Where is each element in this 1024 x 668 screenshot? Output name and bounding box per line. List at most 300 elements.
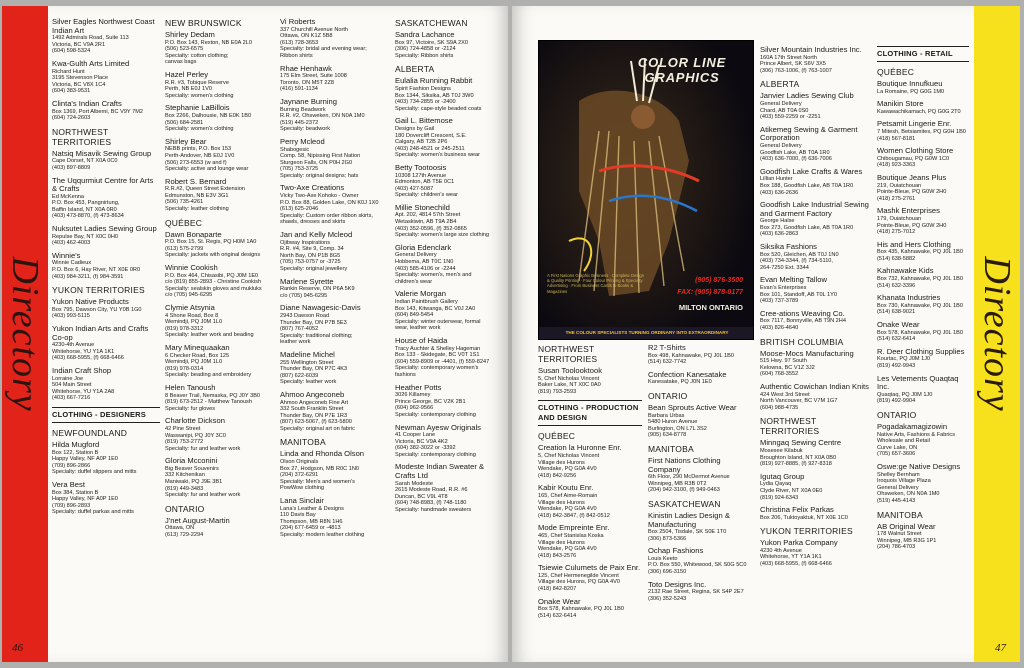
entry-name: Kinistin Ladies Design & Manufacturing — [648, 510, 730, 529]
entry-detail: (418) 567-8181 — [877, 135, 916, 142]
directory-entry — [760, 276, 872, 304]
entry-detail: Kourtac, PQ J0M 1J0 — [877, 356, 931, 363]
entry-detail: Lydia Qayaq — [760, 481, 792, 488]
directory-entry — [538, 524, 642, 559]
entry-detail: Burning Beadwork — [280, 106, 326, 113]
entry-detail: 42 Pine Street — [165, 425, 201, 432]
entry-name: Sandra Lachance — [395, 30, 455, 39]
entry-detail: 255 Wellington Street — [280, 359, 334, 366]
entry-detail: 2132 Rae Street, Regina, SK S4P 2E7 — [648, 589, 744, 596]
entry-detail: Specialty: beading and embroidery — [165, 372, 252, 379]
entry-detail: (514) 632-7742 — [648, 359, 687, 366]
entry-detail: Big Beaver Souvenirs — [165, 465, 219, 472]
entry-name: Betty Tootoosis — [395, 162, 447, 172]
directory-entry — [395, 31, 505, 59]
entry-detail: (418) 275-2761 — [877, 195, 916, 202]
entry-detail: (604) 559-8909 or -4401, (f) 559-8247 — [395, 358, 490, 365]
entry-detail: R.R. #2, Ohsweken, ON N0A 1M0 — [280, 113, 365, 120]
entry-detail: 4230-4th Avenue — [52, 342, 95, 349]
entry-detail: (819) 978-3312 — [165, 325, 204, 332]
directory-entry — [877, 120, 969, 142]
entry-name: Authentic Cowichan Indian Knits — [760, 381, 869, 391]
region-heading: ALBERTA — [395, 64, 435, 75]
entry-name: Minngaq Sewing Centre — [760, 438, 842, 448]
directory-column — [52, 18, 160, 521]
entry-detail: 6th Floor, 290 McDermot Avenue — [648, 474, 730, 481]
entry-detail: Lillian Hunter — [760, 176, 793, 183]
entry-detail: Specialty: cotton clothing; — [165, 52, 229, 59]
directory-entry — [280, 391, 390, 433]
entry-detail: Box 273, Goodfish Lake, AB T0A 1R0 — [760, 224, 854, 231]
directory-entry — [395, 384, 505, 419]
entry-detail: (403) 636-2863 — [760, 231, 799, 238]
region-heading: NORTHWEST TERRITORIES — [52, 126, 112, 147]
entry-detail: 465, Chef Stanislas Koska — [538, 532, 604, 539]
entry-detail: (403) 559-2259 or -2251 — [760, 114, 821, 121]
directory-entry — [877, 423, 969, 458]
directory-entry — [280, 138, 390, 180]
entry-detail: (506) 684-2581 — [165, 119, 204, 126]
entry-detail: 41 Cooper Lane — [395, 432, 436, 439]
region-heading: MANITOBA — [648, 443, 694, 454]
entry-detail: Village des Hurons, PQ G0A 4V0 — [538, 579, 620, 586]
directory-entry — [52, 225, 160, 247]
entry-detail: Specialty: women's clothing — [165, 126, 234, 133]
entry-detail: Specialty: cape-style beaded coats — [395, 105, 482, 112]
directory-column — [760, 46, 872, 573]
entry-detail: Rankin Reserve, ON P6A 5K9 — [280, 286, 355, 293]
directory-entry — [760, 350, 872, 378]
entry-name: Linda and Rhonda Olson — [280, 449, 365, 459]
region-heading: ONTARIO — [165, 503, 205, 514]
directory-entry — [165, 417, 275, 452]
entry-detail: (418) 842-8207 — [538, 586, 577, 593]
entry-detail: General Delivery — [877, 484, 919, 491]
entry-detail: Winnie Cadieux — [52, 260, 92, 267]
directory-entry — [877, 294, 969, 316]
entry-name: Cree-ations Weaving Co. — [760, 308, 845, 318]
entry-detail: (709) 896-2866 — [52, 462, 91, 469]
entry-detail: Wholesale and Retail — [877, 438, 930, 445]
entry-name: AB Original Wear — [877, 521, 936, 531]
directory-entry — [538, 367, 642, 395]
entry-name: Helen Tanoush — [165, 382, 216, 392]
entry-detail: (403) 462-4003 — [52, 240, 91, 247]
directory-entry — [877, 523, 969, 551]
directory-entry — [165, 138, 275, 173]
directory-entry — [52, 367, 160, 402]
entry-detail: (514) 632-3396 — [877, 282, 916, 289]
entry-detail: (604) 383-9531 — [52, 88, 91, 95]
directory-entry — [538, 484, 642, 519]
entry-detail: Wendake, PQ G0A 4V0 — [538, 466, 597, 473]
entry-detail: Specialty: active and lounge wear — [165, 166, 249, 173]
entry-detail: (403) 352-0596, (f) 352-0865 — [395, 225, 467, 232]
entry-detail: 504 Main Street — [52, 382, 92, 389]
entry-name: Petsamit Lingerie Enr. — [877, 119, 952, 129]
entry-detail: (604) 768-3552 — [760, 371, 799, 378]
entry-detail: P.O. Box 453, Pangnirtung, — [52, 200, 120, 207]
page-number: 46 — [12, 642, 23, 654]
entry-detail: Duncan, BC V9L 4T8 — [395, 493, 448, 500]
directory-entry — [760, 506, 872, 521]
region-heading: YUKON TERRITORIES — [760, 526, 853, 537]
entry-name: Yukon Parka Company — [760, 538, 838, 548]
entry-name: Confection Kanesatake — [648, 369, 727, 379]
entry-detail: Specialty: Men's and women's — [280, 478, 355, 485]
entry-name: Madeline Michel — [280, 349, 335, 359]
directory-entry — [760, 539, 872, 567]
entry-detail: (403) 636-2636 — [760, 189, 799, 196]
directory-entry — [395, 164, 505, 199]
entry-detail: c/o (705) 945-6295 — [280, 292, 328, 299]
directory-entry — [760, 126, 872, 163]
entry-detail: (613) 575-2799 — [165, 245, 204, 252]
entry-name: Lana Sinclair — [280, 496, 324, 506]
entry-detail: Wemindji, PQ J0M 1L0 — [165, 319, 223, 326]
entry-detail: Specialty: modern leather clothing — [280, 532, 365, 538]
entry-detail: c/o (819) 855-2893 - Christine Cookish — [165, 279, 262, 286]
entry-detail: Repulse Bay, NT X0C 0H0 — [52, 233, 119, 240]
directory-entry — [760, 383, 872, 411]
entry-detail: Hobbema, AB T0C 1N0 — [395, 259, 454, 266]
directory-entry — [280, 98, 390, 133]
directory-entry — [395, 244, 505, 286]
entry-name: Natsiq Misavik Sewing Group — [52, 148, 152, 158]
directory-entry — [395, 290, 505, 332]
entry-detail: Wemindji, PQ J0M 1L0 — [165, 359, 223, 366]
region-heading: NORTHWEST TERRITORIES — [538, 344, 598, 364]
entry-detail: Specialty: leather clothing — [165, 206, 229, 213]
entry-detail: Specialty: fur gloves — [165, 405, 216, 412]
entry-name: The Uqqurmiut Centre for Arts & Crafts — [52, 175, 154, 194]
entry-name: Mashk Enterprises — [877, 206, 940, 216]
entry-detail: Specialty: women's clothing — [165, 92, 234, 99]
entry-name: Kabir Koutu Enr. — [538, 483, 594, 493]
directory-entry — [52, 325, 160, 362]
entry-detail: 5480 Huron Avenue — [648, 419, 698, 426]
entry-detail: shawls, dresses and skirts — [280, 219, 346, 226]
entry-detail: (506) 273-6553 (w and f) — [165, 159, 227, 166]
entry-detail: Box 578, Kahnawake, PQ J0L 1B0 — [877, 329, 963, 336]
entry-detail: P.O. Box 464, Chisasibi, PQ J0M 1E0 — [165, 272, 259, 279]
entry-detail: Wendake, PQ G0A 4V0 — [538, 546, 597, 553]
entry-name: Modeste Indian Sweater & Crafts Ltd — [395, 462, 485, 481]
entry-detail: Native Arts, Fashions & Fabrics — [877, 431, 956, 438]
entry-detail: (604) 598-5324 — [52, 48, 91, 55]
entry-detail: Specialty: original art on fabric — [280, 425, 355, 432]
entry-name: Janvier Ladies Sewing Club — [760, 91, 854, 101]
entry-detail: Specialty: handmade sweaters — [395, 507, 472, 514]
entry-detail: Box 732, Kahnawake, PQ J0L 1B0 — [877, 276, 963, 283]
entry-detail: Specialty: bridal and evening wear; — [280, 46, 367, 53]
entry-name: Khanata Industries — [877, 293, 941, 303]
entry-detail: Specialty: fur and leather work — [165, 445, 241, 452]
entry-detail: Specialty: women's large size clothing — [395, 232, 490, 239]
entry-detail: Perth, NB E0J 1V0 — [165, 86, 212, 93]
entry-detail: (819) 924-6343 — [760, 494, 799, 501]
entry-detail: Evan's Enterprises — [760, 285, 807, 292]
entry-detail: Comp. 58, Nipissing First Nation — [280, 153, 361, 160]
entry-detail: North Vancouver, BC V7M 1G7 — [760, 398, 838, 405]
entry-detail: Thunder Bay, ON P7C 4K3 — [280, 366, 348, 373]
entry-detail: 337 Churchill Avenue North — [280, 26, 348, 33]
entry-detail: (604) 724-2603 — [52, 115, 91, 122]
directory-entry — [395, 204, 505, 239]
entry-name: Toto Designs Inc. — [648, 579, 707, 589]
entry-detail: (403) 248-4521 or 245-2511 — [395, 145, 465, 152]
entry-detail: (403) 667-7216 — [52, 395, 91, 402]
entry-detail: (506) 735-4261 — [165, 199, 204, 206]
entry-name: Yukon Indian Arts and Crafts Co-op — [52, 324, 149, 342]
section-heading: CLOTHING - PRODUCTION AND DESIGN — [538, 400, 642, 426]
entry-name: R. Deer Clothing Supplies — [877, 346, 965, 356]
directory-entry — [538, 598, 642, 620]
entry-detail: Sarah Modeste — [395, 480, 433, 487]
directory-entry — [877, 267, 969, 289]
directory-entry — [280, 304, 390, 346]
directory-entry — [52, 60, 160, 95]
entry-detail: Burlington, ON L7L 3S2 — [648, 425, 707, 432]
entry-detail: (705) 753-0757 or -3725 — [280, 259, 341, 266]
entry-name: Marlene Syrette — [280, 276, 334, 286]
entry-name: Perry Mcleod — [280, 136, 325, 146]
directory-entry — [395, 463, 505, 513]
entry-detail: Richard Hunt — [52, 68, 85, 75]
ad-footer-banner: THE COLOUR SPECIALISTS TURNING ORDINARY INTO EXTRAORDINARY — [539, 327, 754, 339]
entry-detail: Specialty: fur and leather work — [165, 492, 241, 499]
directory-entry — [165, 344, 275, 379]
entry-detail: (807) 623-5067, (f) 623-5800 — [280, 419, 352, 426]
directory-entry — [538, 444, 642, 479]
entry-detail: (604) 849-5454 — [395, 312, 434, 319]
entry-detail: Perth-Andover, NB E0J 1V0 — [165, 152, 235, 159]
entry-detail: Kelowna, BC V1Z 3J2 — [760, 364, 815, 371]
entry-detail: Specialty: beadwork — [280, 126, 331, 133]
entry-detail: Lana's Leather & Designs — [280, 505, 344, 512]
entry-detail: (204) 786-4703 — [877, 544, 916, 551]
entry-detail: 2615 Modeste Road, R.R. #6 — [395, 487, 468, 494]
region-heading: ALBERTA — [760, 79, 800, 90]
entry-detail: (418) 842-3847, (f) 842-0512 — [538, 512, 610, 519]
entry-detail: Specialty: original jewellery — [280, 266, 348, 272]
entry-detail: Thunder Bay, ON P7B 5E3 — [280, 319, 347, 326]
directory-entry — [760, 201, 872, 238]
ad-description: A First Nations Graphic Business · Complete Design & Quality Printing · Four Colour Printing & Specialty Advertising · From Business Cards to Books & Magazines — [547, 273, 645, 294]
entry-detail: Sturgeon Falls, ON P0H 2G0 — [280, 159, 353, 166]
entry-name: Shirley Dedam — [165, 30, 215, 39]
entry-name: Jaynane Burning — [280, 96, 337, 106]
entry-name: Diane Nawagesic-Davis — [280, 303, 361, 313]
entry-detail: General Delivery — [395, 252, 437, 259]
directory-entry — [648, 547, 754, 575]
entry-detail: Baffin Island, NT X0A 0R0 — [52, 206, 117, 213]
entry-name: Ochap Fashions — [648, 546, 704, 556]
entry-detail: NEBB prints, P.O. Box 153 — [165, 146, 232, 153]
entry-detail: Vicky Two-Axe Kohoko - Owner — [280, 193, 359, 200]
entry-detail: Box 1344, Siksika, AB T0J 3W0 — [395, 92, 474, 99]
entry-detail: Quaqtaq, PQ J0M 1J0 — [877, 391, 933, 398]
directory-entry — [648, 404, 754, 439]
entry-detail: (204) 677-6459 or -4813 — [280, 525, 341, 532]
region-heading: NEWFOUNDLAND — [52, 427, 128, 438]
entry-detail: Box 27, Hodgson, MB R0C 1N0 — [280, 465, 359, 472]
directory-entry — [395, 337, 505, 379]
entry-detail: (819) 927-8885, (f) 927-8318 — [760, 461, 832, 468]
entry-detail: Mosesee Kilabuk — [760, 447, 803, 454]
entry-detail: (418) 275-7012 — [877, 229, 916, 236]
entry-name: Siksika Fashions — [760, 242, 817, 252]
directory-entry — [280, 231, 390, 273]
directory-entry — [52, 18, 160, 55]
entry-detail: Chibougamau, PQ G0W 1C0 — [877, 155, 950, 162]
entry-name: Jan and Kelly Mcleod — [280, 230, 353, 240]
entry-detail: c/o (705) 945-6295 — [165, 292, 213, 299]
entry-detail: Maniwaki, PQ J9E 3B1 — [165, 479, 223, 486]
entry-detail: (604) 382-3022 or -3392 — [395, 445, 456, 452]
entry-detail: (306) 352-5243 — [648, 595, 687, 602]
entry-detail: wear, leather work — [395, 325, 441, 332]
entry-detail: Specialty: Ribbon shirts — [395, 52, 454, 59]
ad-fax: FAX: (905) 878-0177 — [677, 289, 743, 296]
section-heading: CLOTHING - RETAIL — [877, 46, 969, 62]
entry-detail: Specialty: women's, men's and — [395, 272, 472, 279]
entry-detail: (819) 492-9904 — [877, 398, 916, 405]
entry-detail: R.R.#2, Queen Street Extension — [165, 186, 245, 193]
directory-column — [538, 344, 642, 624]
entry-detail: Chard, AB T0A 0S0 — [760, 107, 809, 114]
entry-detail: (819) 793-2593 — [538, 388, 577, 395]
entry-detail: Ohsweken, ON N0A 1M0 — [877, 491, 940, 498]
directory-tab-yellow — [974, 6, 1020, 662]
entry-detail: Specialty: jackets with original designs — [165, 252, 261, 259]
entry-name: Winnie Cookish — [165, 263, 218, 273]
directory-entry — [52, 177, 160, 221]
entry-name: Kwa-Gulth Arts Limited — [52, 58, 130, 68]
entry-detail: Edmonton, AB T5E 0C1 — [395, 179, 455, 186]
entry-detail: 515 Hwy. 97 South — [760, 358, 807, 365]
entry-detail: Victoria, BC V8X 1C4 — [52, 81, 106, 88]
entry-name: Nuksutet Ladies Sewing Group — [52, 224, 157, 234]
entry-detail: 332 Kitchenikan — [165, 472, 205, 479]
directory-entry — [52, 298, 160, 320]
directory-column — [395, 18, 505, 519]
entry-detail: Ribbon shirts — [280, 52, 313, 59]
entry-name: Millie Stonechild — [395, 202, 450, 212]
entry-detail: (403) 737-3789 — [760, 298, 799, 305]
region-heading: ONTARIO — [877, 409, 917, 420]
entry-detail: (613) 625-2046 — [280, 206, 319, 213]
entry-detail: (807) 767-4052 — [280, 326, 319, 333]
entry-detail: 179, Ouiatchouan — [877, 215, 922, 222]
region-heading: MANITOBA — [280, 437, 326, 448]
entry-name: His and Hers Clothing — [877, 239, 951, 249]
entry-detail: Specialty: leather work — [280, 379, 337, 386]
entry-detail: La Romaine, PQ G0G 1M0 — [877, 88, 945, 95]
entry-name: Heather Potts — [395, 382, 442, 392]
entry-detail: Specialty: sealskin gloves and mukluks — [165, 285, 262, 292]
entry-name: Newman Ayesw Originals — [395, 422, 481, 432]
entry-name: R2 T-Shirts — [648, 343, 686, 352]
entry-detail: Ahmoo Angeconeb Fine Art — [280, 399, 349, 406]
entry-name: Susan Toolooktook — [538, 366, 603, 375]
entry-detail: canvas bags — [165, 59, 197, 66]
entry-detail: Lorraine Joe — [52, 375, 84, 382]
entry-detail: Shabogesic — [280, 146, 310, 153]
entry-detail: 4230 4th Avenue — [760, 547, 802, 554]
entry-detail: Victoria, BC V9A 4K2 — [395, 438, 448, 445]
entry-name: Kahnawake Kids — [877, 266, 934, 276]
entry-detail: Pointe-Bleue, PQ G0W 2H0 — [877, 222, 947, 229]
entry-name: Atikemeg Sewing & Garment Corporation — [760, 124, 858, 143]
entry-detail: (306) 696-3150 — [648, 569, 687, 576]
directory-entry — [760, 168, 872, 196]
directory-entry — [760, 473, 872, 501]
entry-name: Yukon Native Products — [52, 297, 129, 307]
entry-detail: (506) 523-6575 — [165, 46, 204, 53]
tab-label: Directory — [4, 256, 46, 412]
entry-detail: PowWow clothing — [280, 485, 325, 492]
region-heading: MANITOBA — [877, 509, 923, 520]
directory-column — [165, 18, 275, 544]
entry-detail: Broughton Island, NT X0A 0B0 — [760, 454, 837, 461]
entry-detail: (403) 585-4106 or -2244 — [395, 265, 456, 272]
directory-entry — [877, 375, 969, 405]
entry-detail: (514) 638-5882 — [877, 255, 916, 262]
entry-detail: R.R. #3, Tobique Reserve — [165, 79, 229, 86]
directory-entry — [877, 147, 969, 169]
ad-title: COLOR LINE GRAPHICS — [637, 55, 727, 85]
directory-entry — [165, 517, 275, 539]
directory-entry — [52, 441, 160, 476]
entry-name: Shirley Bear — [165, 136, 207, 146]
entry-detail: Box 730, Kahnawake, PQ J0L 1B0 — [877, 302, 963, 309]
entry-name: Tsiewie Culumets de Paix Enr. — [538, 563, 641, 573]
entry-detail: Goodfish Lake, AB T0A 1R0 — [760, 149, 830, 156]
entry-name: Manikin Store — [877, 99, 924, 109]
region-heading: NORTHWEST TERRITORIES — [760, 416, 820, 437]
entry-detail: (709) 896-2893 — [52, 502, 91, 509]
entry-name: Gloria Edenclark — [395, 242, 452, 252]
entry-detail: 160A 17th Street North — [760, 54, 817, 61]
entry-detail: Box 133 - Skidegate, BC V0T 1S1 — [395, 352, 480, 359]
entry-detail: Kanesatake, PQ J0N 1E0 — [648, 379, 712, 386]
color-line-graphics-ad — [538, 40, 754, 340]
entry-detail: 5, Chef Nicholas Vincent — [538, 375, 600, 382]
entry-detail: Clyde River, NT X0A 0E0 — [760, 487, 823, 494]
entry-detail: Iroquois Village Plaza — [877, 478, 931, 485]
region-heading: QUÉBEC — [165, 217, 203, 228]
directory-entry — [877, 463, 969, 505]
entry-detail: Specialty: duffel parkas and mitts — [52, 509, 134, 516]
entry-detail: Apt. 202, 4814 57th Street — [395, 212, 461, 219]
entry-detail: (306) 873-5366 — [648, 535, 687, 542]
entry-detail: 332 South Franklin Street — [280, 406, 344, 413]
entry-name: Rhae Henhawk — [280, 63, 332, 73]
entry-detail: (819) 492-9943 — [877, 363, 916, 369]
entry-name: Igutaq Group — [760, 471, 805, 481]
entry-detail: Wetaskiwin, AB T9A 2B4 — [395, 219, 457, 226]
entry-detail: Spirit Fashion Designs — [395, 85, 451, 92]
directory-entry — [877, 80, 969, 95]
entry-detail: (306) 763-1006, (f) 763-1007 — [760, 67, 832, 74]
region-heading: QUÉBEC — [538, 431, 576, 442]
entry-name: Christina Felix Parkas — [760, 505, 834, 515]
entry-detail: Village des Hurons — [538, 459, 585, 466]
entry-detail: (819) 449-3483 — [165, 485, 204, 492]
entry-detail: Box 206, Tuktoyaktuk, NT X0E 1C0 — [760, 514, 848, 521]
directory-entry — [648, 512, 754, 542]
